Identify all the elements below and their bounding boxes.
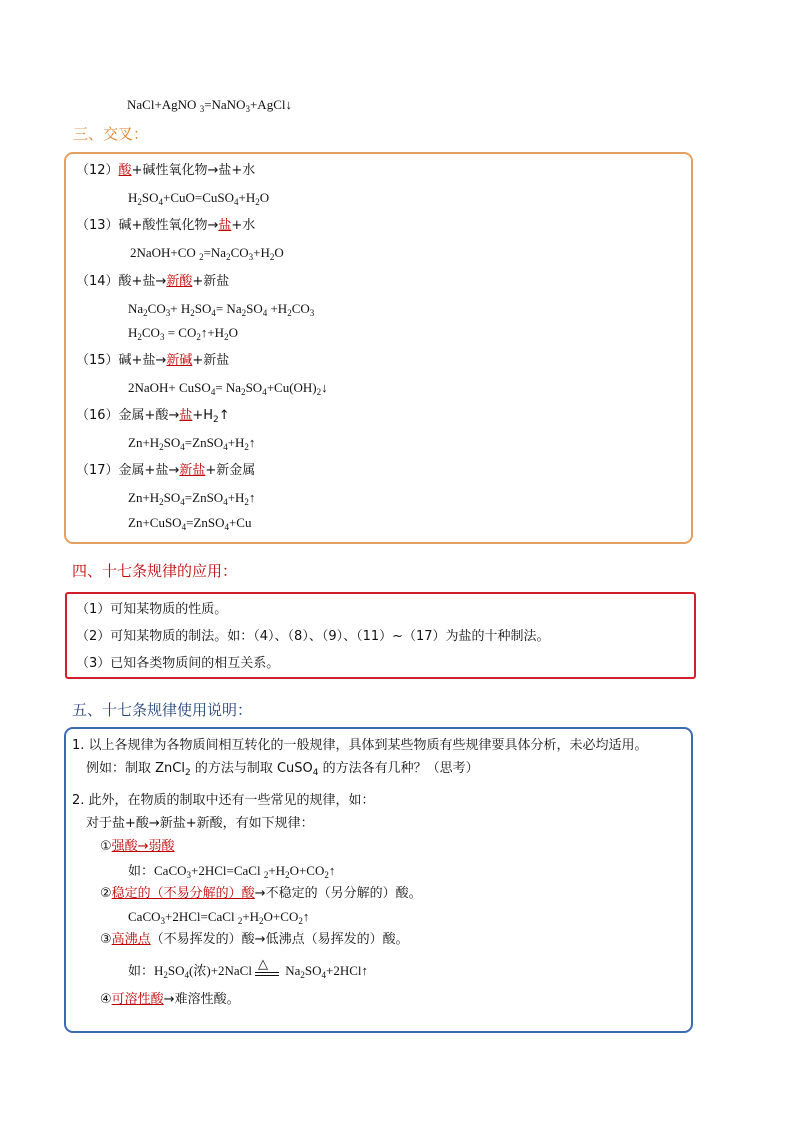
- rule-number: ①: [100, 839, 112, 854]
- rule-keyword: 新酸: [166, 274, 193, 289]
- application-item: （1）可知某物质的性质。: [76, 602, 228, 617]
- eq-text: =NaNO: [204, 97, 246, 112]
- rule-keyword: 新碱: [166, 353, 193, 368]
- rule-number: ③: [100, 932, 112, 947]
- rule-12: [76, 162, 255, 180]
- rule-text: 金属+盐→: [118, 463, 180, 478]
- acid-rule-1-equation: 如：CaCO$_3$+2HCl=CaCl $_2+H_2O+CO_2↑$: [128, 863, 336, 880]
- note-2-intro: 对于盐+酸→新盐+新酸，有如下规律：: [86, 816, 314, 831]
- rule-text: +新盐: [192, 274, 230, 289]
- rule-15-equation: 2NaOH+ CuSO$_4$= $Na_2SO_4+Cu(OH)_2↓$: [128, 380, 328, 397]
- section4-title: 四、十七条规律的应用：: [72, 562, 238, 580]
- rule-keyword: 盐: [179, 408, 193, 423]
- note-1: 1. 以上各规律为各物质间相互转化的一般规律，具体到某些物质有些规律要具体分析，未必均适用。: [72, 738, 648, 753]
- rule-number: （15）: [76, 353, 119, 368]
- rule-17-equation-1: $Zn+H_2SO_4=ZnSO_4+H_2↑$: [128, 490, 256, 507]
- section3-title: 三、交叉：: [73, 125, 149, 143]
- rule-text: +新盐: [192, 353, 230, 368]
- eq-sub: 3: [199, 104, 205, 114]
- rule-number: （13）: [76, 218, 119, 233]
- rule-number: ④: [100, 992, 112, 1007]
- rule-14: [76, 273, 229, 291]
- rule-16-equation: $Zn+H_2SO_4=ZnSO_4+H_2↑$: [128, 435, 256, 452]
- rule-text: 碱+盐→: [118, 353, 167, 368]
- rule-16: （16）金属+酸→盐$+H_2↑$: [76, 408, 230, 425]
- rule-text: （不易挥发的）酸→低沸点（易挥发的）酸。: [150, 932, 409, 947]
- acid-rule-3-equation: 如：$H_2SO_4$(浓)+2NaCl △ $Na_2SO_4+2HCl↑$: [128, 956, 369, 980]
- acid-rule-2-equation: CaCO$_3$+2HCl=CaCl $_2+H_2O+CO_2↑$: [128, 909, 310, 926]
- eq-text: NaCl+AgNO: [127, 97, 200, 112]
- rule-keyword: 稳定的（不易分解的）酸: [111, 886, 255, 901]
- rule-number: （17）: [76, 463, 119, 478]
- rule-text: +H: [192, 408, 214, 423]
- rule-text: →不稳定的（另分解的）酸。: [254, 886, 422, 901]
- rule-keyword: 高沸点: [111, 932, 151, 947]
- rule-keyword: 新盐: [179, 463, 206, 478]
- section5-title: 五、十七条规律使用说明：: [72, 701, 253, 719]
- rule-text: →难溶性酸。: [163, 992, 240, 1007]
- rule-number: ②: [100, 886, 112, 901]
- acid-rule-2: [100, 885, 422, 903]
- acid-rule-1: [100, 838, 175, 856]
- eq-text: +AgCl↓: [249, 97, 292, 112]
- rule-number: （14）: [76, 274, 119, 289]
- rule-number: （16）: [76, 408, 119, 423]
- rule-14-equation-2: $H_2CO_3$ = $CO_2↑+H_2O$: [128, 325, 238, 342]
- rule-text: +碱性氧化物→盐+水: [131, 163, 256, 178]
- acid-rule-3: [100, 931, 409, 949]
- note-2: 2. 此外，在物质的制取中还有一些常见的规律，如：: [72, 793, 375, 808]
- application-item: （2）可知某物质的制法。如：（4）、（8）、（9）、（11）~（17）为盐的十种制法。: [76, 629, 550, 644]
- rule-text: 金属+酸→: [118, 408, 180, 423]
- rule-number: （12）: [76, 163, 119, 178]
- application-item: （3）已知各类物质间的相互关系。: [76, 656, 280, 671]
- rule-keyword: 盐: [218, 218, 232, 233]
- rule-keyword: 酸: [118, 163, 132, 178]
- rule-text: +水: [231, 218, 256, 233]
- rule-14-equation-1: $Na_2CO_3+ H_2SO_4= Na_2SO_4 +H_2CO_3$: [128, 301, 315, 318]
- eq-sub: 3: [245, 104, 250, 114]
- note-1-example: 例如：制取 ZnCl$_2$ 的方法与制取 CuSO$_4$ 的方法各有几种？（思考）: [86, 761, 479, 778]
- rule-13-equation: 2NaOH+CO $_2=Na_2CO_3+H_2O$: [130, 245, 284, 262]
- rule-text: 酸+盐→: [118, 274, 167, 289]
- rule-keyword: 强酸→弱酸: [111, 839, 175, 854]
- rule-12-equation: $H_2SO_4+CuO=CuSO_4+H_2O$: [128, 190, 270, 207]
- rule-keyword: 可溶性酸: [111, 992, 164, 1007]
- acid-rule-4: [100, 991, 240, 1009]
- rule-13: [76, 217, 255, 235]
- rule-text: 碱+酸性氧化物→: [118, 218, 219, 233]
- rule-text: +新金属: [205, 463, 256, 478]
- rule-17-equation-2: Zn+CuSO$_4$=ZnSO$_4$+Cu: [128, 515, 252, 532]
- rule-text: ↑: [218, 408, 230, 423]
- top-equation: [127, 96, 292, 114]
- rule-15: [76, 352, 229, 370]
- rule-17: [76, 462, 255, 480]
- section3-box: [64, 152, 693, 544]
- heat-condition-icon: △: [254, 961, 280, 979]
